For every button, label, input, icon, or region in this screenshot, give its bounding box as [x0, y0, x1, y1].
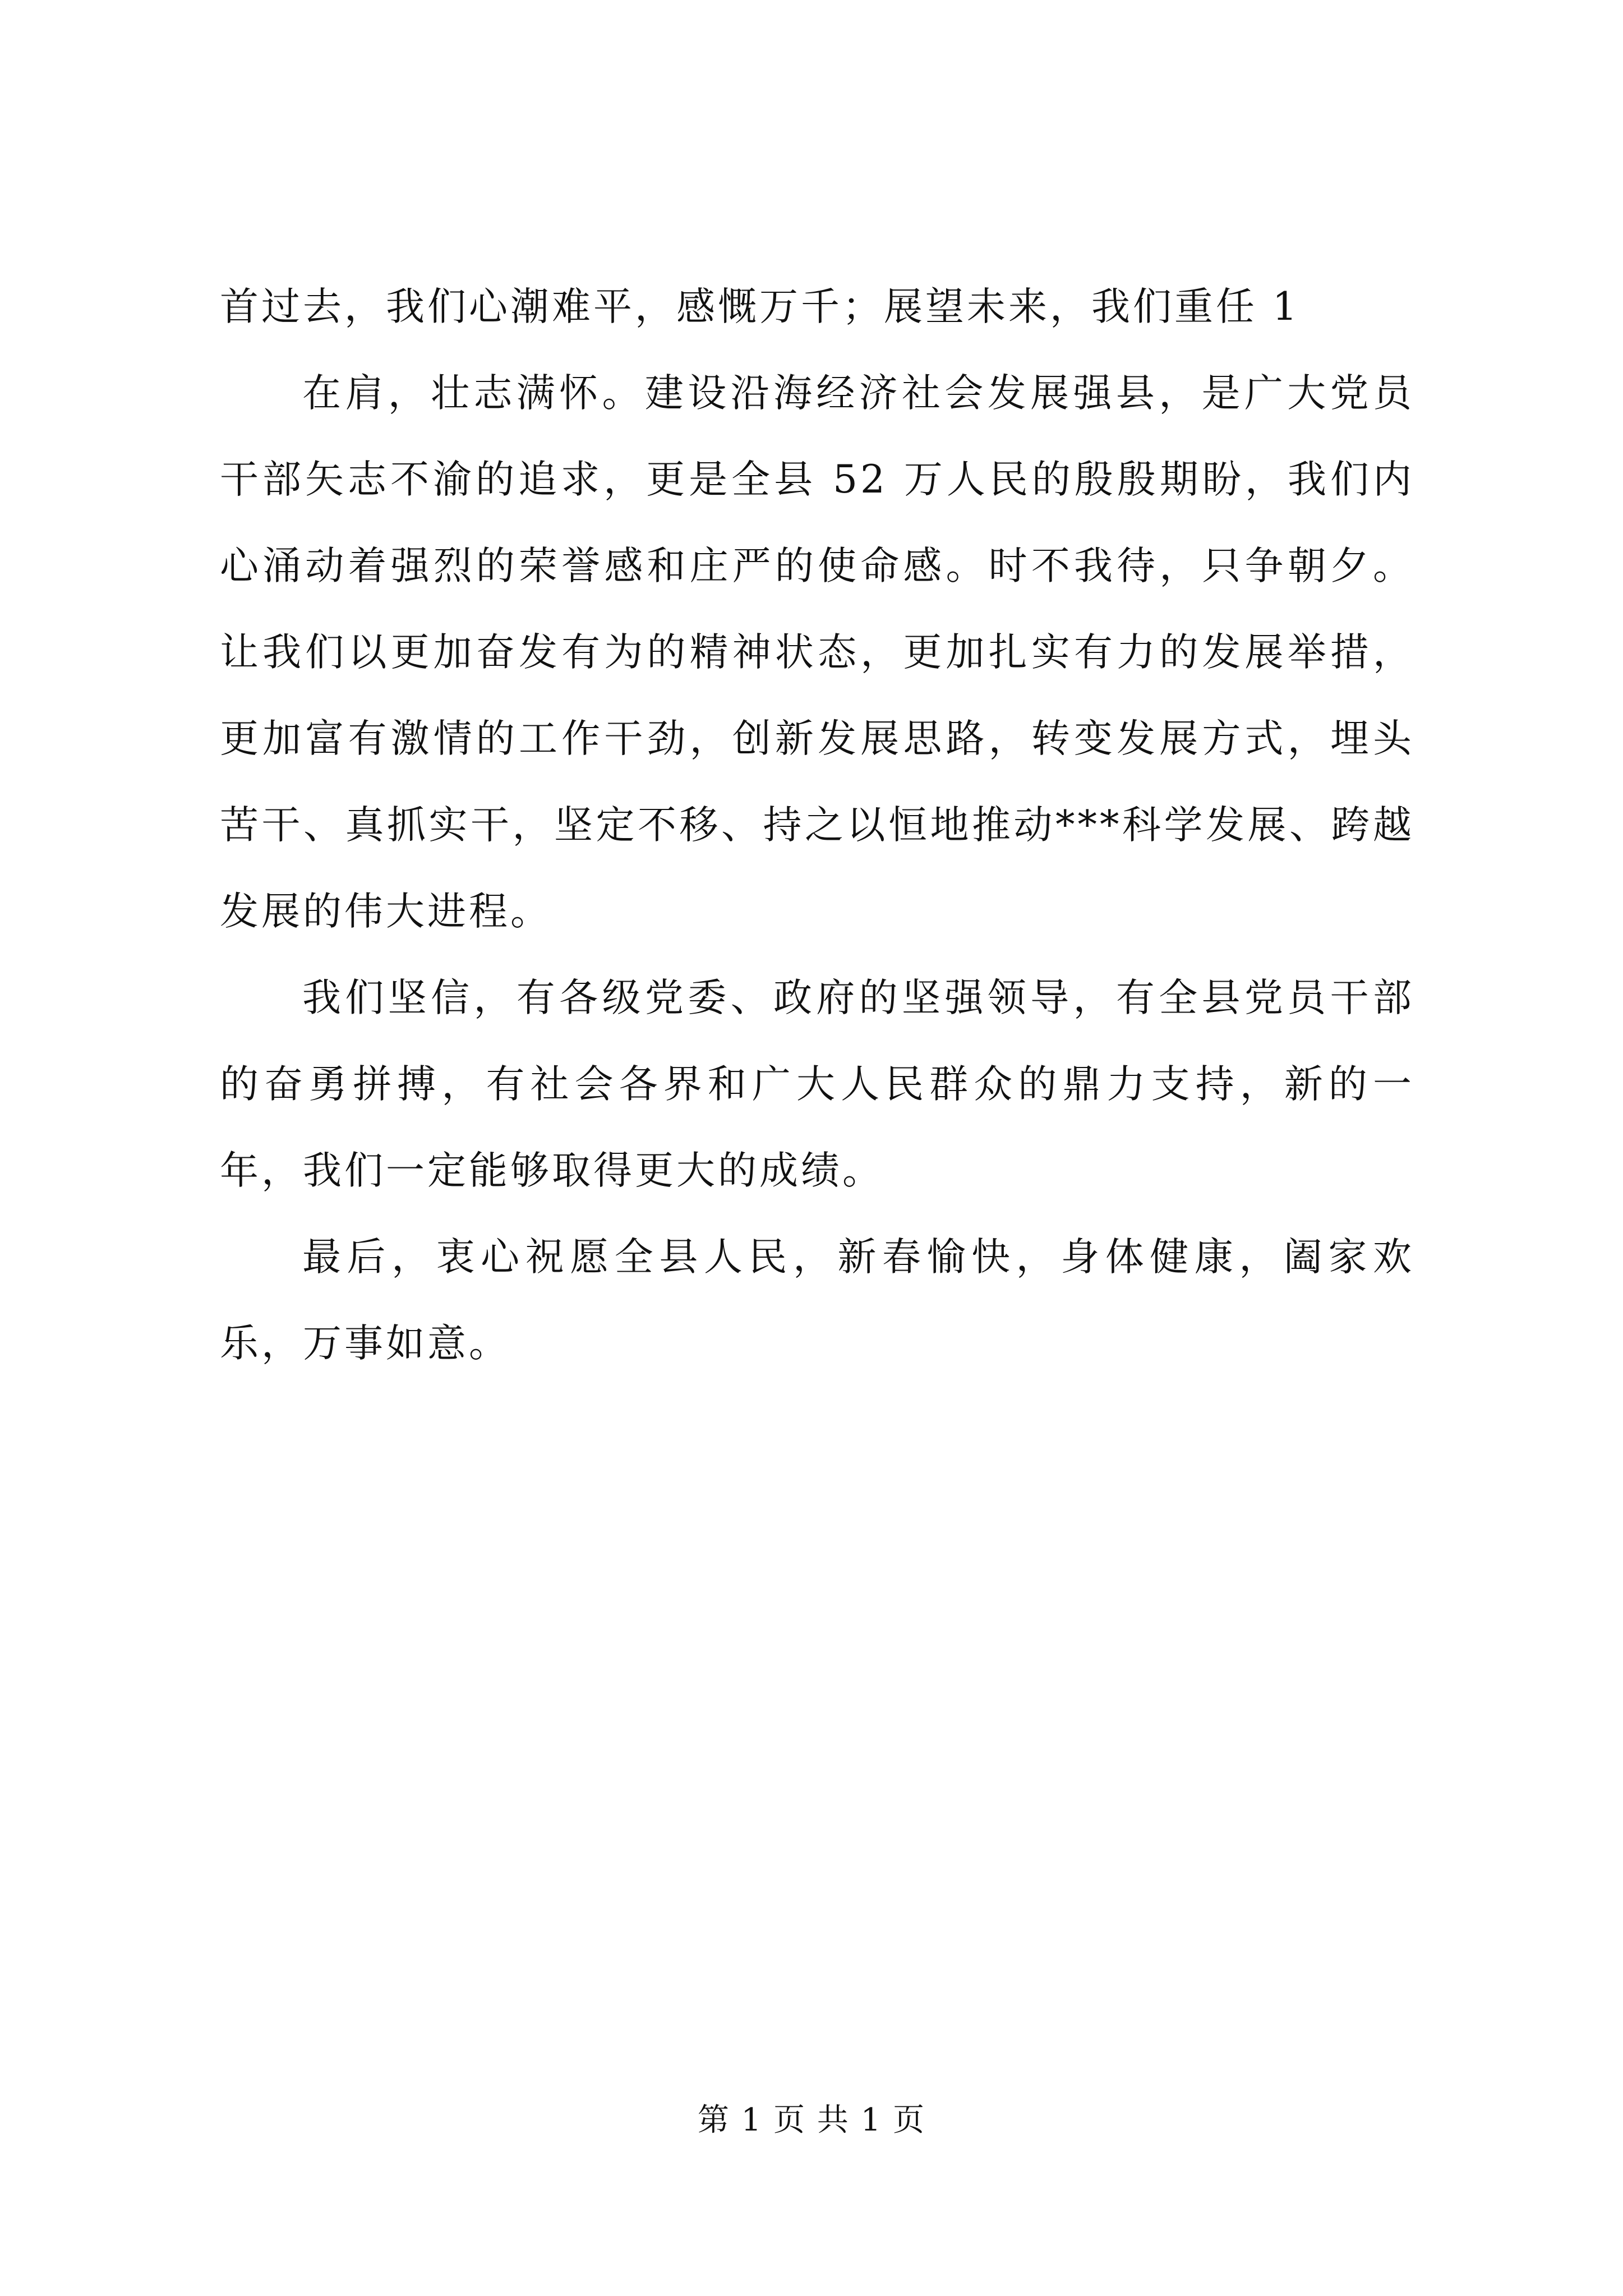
paragraph-resolve: 在肩，壮志满怀。建设沿海经济社会发展强县，是广大党员干部矢志不渝的追求，更是全县 52 万人民的殷殷期盼，我们内心涌动着强烈的荣誉感和庄严的使命感。时不我待，只争朝夕。让我们以更加奋发有为的精神状态，更加扎实有力的发展举措，更加富有激情的工作干劲，创新发展思路，转变发展方式，埋头苦干、真抓实干，坚定不移、持之以恒地推动***科学发展、跨越发展的伟大进程。 [220, 371, 1414, 934]
page-footer: 第 1 页 共 1 页 [697, 2102, 926, 2138]
document-body [220, 264, 1414, 1387]
paragraph-confidence: 我们坚信，有各级党委、政府的坚强领导，有全县党员干部的奋勇拼搏，有社会各界和广大人民群众的鼎力支持，新的一年，我们一定能够取得更大的成绩。 [220, 976, 1414, 1193]
paragraph-closing-wishes: 最后，衷心祝愿全县人民，新春愉快，身体健康，阖家欢乐，万事如意。 [220, 1235, 1414, 1366]
paragraph-continued: 首过去，我们心潮难平，感慨万千；展望未来，我们重任 1 [220, 284, 1300, 329]
